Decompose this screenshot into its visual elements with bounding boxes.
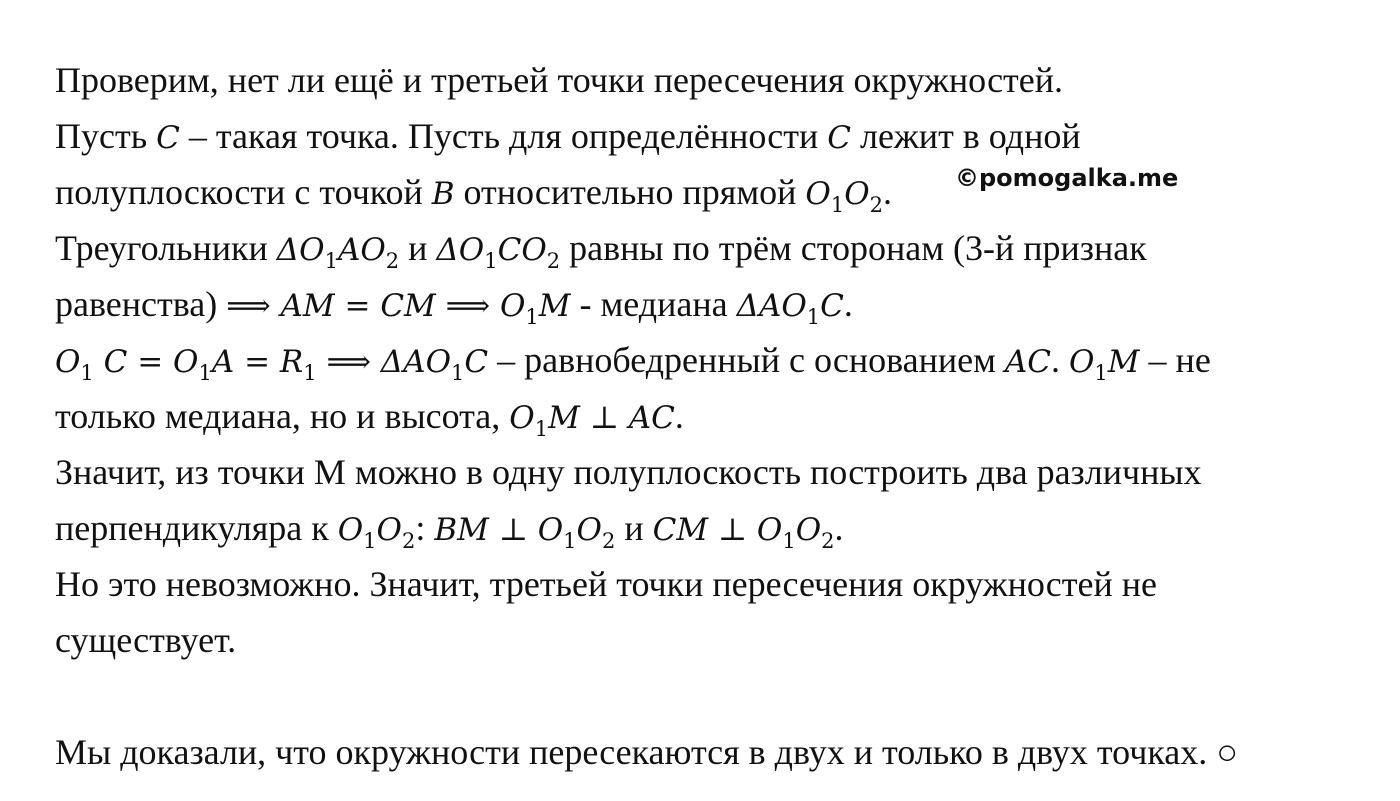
math-symbol: ΔAO	[380, 344, 451, 380]
text: Пусть	[55, 116, 157, 156]
text: Значит, из точки М можно в одну полуплоскость построить два различных	[55, 452, 1202, 492]
text: .	[1051, 340, 1069, 380]
math-symbol: O	[795, 512, 822, 548]
paragraph-line-11	[55, 612, 1375, 668]
math-perpendicular-bm	[434, 512, 616, 553]
text: полуплоскости с точкой	[55, 172, 432, 212]
text: – такая точка. Пусть для определённости	[179, 116, 828, 156]
math-line-o1o2	[337, 512, 416, 553]
math-symbol: A = R	[211, 344, 304, 380]
paragraph-line-5	[55, 276, 1375, 332]
math-symbol: ΔO	[436, 232, 485, 268]
text: – не	[1139, 340, 1211, 380]
text: только медиана, но и высота,	[55, 396, 510, 436]
math-median	[499, 288, 571, 329]
paragraph-line-10	[55, 556, 1375, 612]
math-symbol: O	[576, 512, 602, 548]
math-subscript: 1	[830, 193, 845, 217]
math-perpendicular	[509, 400, 675, 441]
math-subscript: 1	[451, 361, 465, 385]
text: .	[834, 508, 844, 548]
paragraph-line-1	[55, 52, 1375, 108]
text: Проверим, нет ли ещё и третьей точки пересечения окружностей.	[55, 60, 1064, 100]
implies-arrow: ⟹	[435, 288, 500, 324]
math-subscript: 1	[806, 305, 821, 329]
paragraph-line-7	[55, 388, 1375, 444]
math-equation	[55, 344, 317, 385]
math-symbol: AO	[337, 232, 386, 268]
text: лежит в одной	[850, 116, 1081, 156]
math-symbol: CO	[497, 232, 547, 268]
text: относительно прямой	[454, 172, 806, 212]
math-symbol: O	[337, 512, 364, 548]
text: и	[615, 508, 653, 548]
paragraph-line-2	[55, 108, 1375, 164]
text: и	[399, 228, 437, 268]
math-symbol: M	[538, 288, 571, 324]
conclusion-line	[55, 724, 1375, 780]
text: Но это невозможно. Значит, третьей точки пересечения окружностей не	[55, 564, 1157, 604]
math-symbol: C	[464, 344, 489, 380]
math-triangle-ao1c	[380, 344, 489, 385]
math-triangle-ao1c	[736, 288, 844, 329]
math-subscript: 1	[563, 529, 577, 553]
math-subscript: 2	[401, 529, 416, 553]
math-symbol: O	[55, 344, 81, 380]
math-triangle-o1co2	[436, 232, 561, 273]
math-subscript: 1	[484, 249, 498, 273]
math-symbol: O	[844, 176, 870, 212]
math-point-c: C	[827, 120, 851, 156]
site-watermark: ©pomogalka.me	[955, 164, 1179, 192]
text: – равнобедренный с основанием	[488, 340, 1005, 380]
math-segment-ac: AC	[1004, 344, 1051, 380]
math-symbol: ΔO	[276, 232, 325, 268]
math-subscript: 1	[782, 529, 796, 553]
math-subscript: 1	[534, 417, 549, 441]
text: Треугольники	[55, 228, 277, 268]
math-perpendicular-cm	[652, 512, 835, 553]
math-subscript: 2	[601, 529, 616, 553]
text: :	[415, 508, 435, 548]
math-point-c: C	[156, 120, 180, 156]
math-subscript: 2	[821, 529, 835, 553]
math-equation: AM = CM	[280, 288, 436, 324]
text: .	[674, 396, 684, 436]
math-triangle-o1ao2	[276, 232, 400, 273]
math-symbol: ΔAO	[736, 288, 807, 324]
math-symbol: O	[805, 176, 831, 212]
paragraph-line-4	[55, 220, 1375, 276]
paragraph-line-8	[55, 444, 1375, 500]
math-subscript: 2	[385, 249, 400, 273]
math-subscript: 1	[1094, 361, 1108, 385]
math-line-o1o2	[805, 176, 884, 217]
text: .	[843, 284, 853, 324]
math-symbol: O	[376, 512, 402, 548]
math-symbol: CM ⊥ O	[652, 512, 783, 548]
text: равны по трём сторонам (3-й признак	[560, 228, 1147, 268]
implies-arrow: ⟹	[226, 288, 281, 324]
math-symbol: BM ⊥ O	[434, 512, 564, 548]
math-symbol: M ⊥ AC	[548, 400, 675, 436]
solution-text	[55, 52, 1375, 780]
math-subscript: 1	[525, 305, 539, 329]
paragraph-line-9	[55, 500, 1375, 556]
text: Мы доказали, что окружности пересекаются в двух и только в двух точках. ○	[55, 732, 1239, 772]
math-symbol: C	[820, 288, 844, 324]
text: перпендикуляра к	[55, 508, 338, 548]
math-symbol: C = O	[93, 344, 199, 380]
math-segment-o1m	[1069, 344, 1140, 385]
math-subscript: 1	[198, 361, 212, 385]
paragraph-gap	[55, 668, 1375, 724]
math-symbol: M	[1107, 344, 1140, 380]
text: - медиана	[570, 284, 737, 324]
math-subscript: 2	[546, 249, 561, 273]
math-subscript: 1	[303, 361, 317, 385]
math-subscript: 1	[324, 249, 338, 273]
math-subscript: 1	[80, 361, 94, 385]
math-subscript: 1	[363, 529, 377, 553]
implies-arrow: ⟹	[316, 344, 381, 380]
text: равенства)	[55, 284, 227, 324]
math-symbol: O	[499, 288, 526, 324]
math-point-b: B	[431, 176, 455, 212]
text: .	[883, 172, 893, 212]
math-symbol: O	[1069, 344, 1095, 380]
paragraph-line-6	[55, 332, 1375, 388]
math-symbol: O	[509, 400, 535, 436]
math-subscript: 2	[869, 193, 884, 217]
text: существует.	[55, 620, 237, 660]
